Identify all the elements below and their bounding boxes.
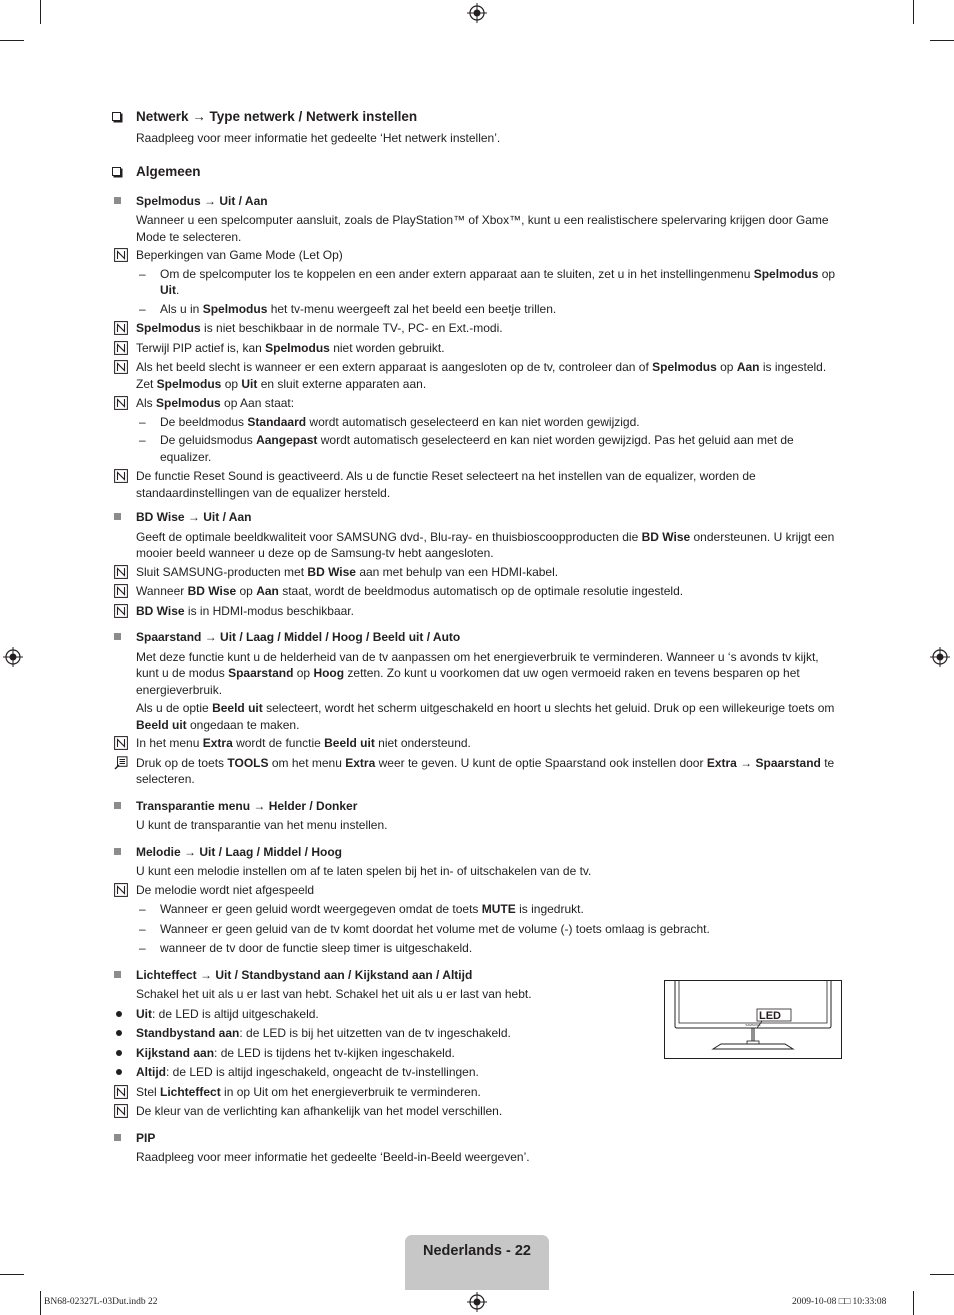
bullet-item: Standbystand aan: de LED is bij het uitzetten van de tv ingeschakeld.: [112, 1025, 844, 1042]
note: BD Wise is in HDMI-modus beschikbaar.: [112, 603, 844, 620]
note: Wanneer BD Wise op Aan staat, wordt de beeldmodus automatisch op de optimale resolutie ingesteld.: [112, 583, 844, 600]
checkbox-bullet-icon: [112, 112, 121, 121]
item-spelmodus: [112, 193, 844, 246]
note-text: De functie Reset Sound is geactiveerd. Als u de functie Reset selecteert na het instellen van de equalizer, worden de standaardinstellingen van de equalizer hersteld.: [136, 469, 756, 500]
note-icon: [114, 396, 128, 410]
crop-mark: [0, 1274, 24, 1275]
note-icon: [114, 883, 128, 897]
date-info: 2009-10-08 □□ 10:33:08: [792, 1297, 887, 1307]
paragraph: Raadpleeg voor meer informatie het gedeelte ‘Beeld-in-Beeld weergeven’.: [136, 1150, 530, 1164]
square-bullet-icon: [114, 633, 121, 640]
note: In het menu Extra wordt de functie Beeld uit niet ondersteund.: [112, 735, 844, 752]
paragraph: Geeft de optimale beeldkwaliteit voor SAMSUNG dvd-, Blu-ray- en thuisbioscoopproducten die BD Wise ondersteunen. U krijgt een mooier beeld wanneer u deze op de Samsung-tv hebt aangesloten.: [136, 529, 835, 560]
registration-mark-icon: [930, 647, 950, 667]
note-text: Beperkingen van Game Mode (Let Op): [136, 248, 343, 262]
tools-note: Druk op de toets TOOLS om het menu Extra weer te geven. U kunt de optie Spaarstand ook instellen door Extra → Spaarstand te selecteren.: [112, 755, 844, 788]
square-bullet-icon: [114, 197, 121, 204]
note: Terwijl PIP actief is, kan Spelmodus niet worden gebruikt.: [112, 340, 844, 357]
item-title: BD Wise → Uit / Aan: [136, 510, 252, 524]
note-icon: [114, 584, 128, 598]
checkbox-bullet-icon: [112, 167, 121, 176]
note-icon: [114, 469, 128, 483]
note-icon: [114, 736, 128, 750]
note: [112, 247, 844, 264]
note-icon: [114, 565, 128, 579]
crop-mark: [40, 1291, 41, 1315]
item-title: Melodie → Uit / Laag / Middel / Hoog: [136, 844, 343, 859]
note-icon: [114, 1085, 128, 1099]
section-netwerk-text: Raadpleeg voor meer informatie het gedeelte ‘Het netwerk instellen’.: [136, 131, 501, 145]
note-icon: [114, 604, 128, 618]
square-bullet-icon: [114, 802, 121, 809]
item-title: Spelmodus → Uit / Aan: [136, 193, 268, 208]
paragraph: Als u de optie Beeld uit selecteert, wordt het scherm uitgeschakeld en hoort u slechts het geluid. Druk op een willekeurige toets om Beeld uit ongedaan te maken.: [136, 701, 835, 732]
item-transparantie: [112, 798, 844, 834]
crop-mark: [913, 0, 914, 24]
item-title: Lichteffect → Uit / Standbystand aan / Kijkstand aan / Altijd: [136, 967, 473, 982]
crop-mark: [930, 1274, 954, 1275]
note-text: De melodie wordt niet afgespeeld: [136, 882, 315, 897]
square-bullet-icon: [114, 513, 121, 520]
square-bullet-icon: [114, 848, 121, 855]
bullet-item: Kijkstand aan: de LED is tijdens het tv-kijken ingeschakeld.: [112, 1045, 844, 1062]
item-bd-wise: [112, 509, 844, 562]
item-title: Transparantie menu → Helder / Donker: [136, 798, 358, 813]
note: [112, 1103, 844, 1120]
note-icon: [114, 341, 128, 355]
registration-mark-icon: [467, 1292, 487, 1312]
registration-mark-icon: [3, 647, 23, 667]
note-icon: [114, 1104, 128, 1118]
page-number: Nederlands - 22: [423, 1243, 531, 1259]
note-text: De kleur van de verlichting kan afhankelijk van het model verschillen.: [136, 1104, 503, 1118]
note: Stel Lichteffect in op Uit om het energieverbruik te verminderen.: [112, 1084, 844, 1101]
dash-item: – Als u in Spelmodus het tv-menu weergeeft zal het beeld een beetje trillen.: [112, 301, 844, 318]
brand-label: SAMSUNG: [745, 1023, 761, 1027]
bullet-item: Uit: de LED is altijd uitgeschakeld.: [112, 1006, 844, 1023]
note: Als het beeld slecht is wanneer er een extern apparaat is aangesloten op de tv, controleer dan of Spelmodus op Aan is ingesteld. Zet Spelmodus op Uit en sluit externe apparaten aan.: [112, 359, 844, 392]
tools-icon: [114, 756, 128, 770]
note: [112, 882, 844, 899]
crop-mark: [913, 1291, 914, 1315]
led-label: LED: [759, 1010, 781, 1022]
note: Als Spelmodus op Aan staat:: [112, 395, 844, 412]
note-icon: [114, 321, 128, 335]
paragraph: U kunt de transparantie van het menu instellen.: [136, 818, 388, 832]
item-title: Spaarstand → Uit / Laag / Middel / Hoog / Beeld uit / Auto: [136, 630, 461, 644]
dash-item: – wanneer de tv door de functie sleep timer is uitgeschakeld.: [112, 940, 844, 957]
dash-item: – De geluidsmodus Aangepast wordt automatisch geselecteerd en kan niet worden gewijzigd. Pas het geluid aan met de equalizer.: [112, 432, 844, 465]
section-netwerk-title: Netwerk → Type netwerk / Netwerk instellen: [112, 108, 844, 126]
item-melodie: [112, 844, 844, 880]
dash-item: – Wanneer er geen geluid van de tv komt doordat het volume met de volume (-) toets omlaag is gebracht.: [112, 921, 844, 938]
crop-mark: [0, 40, 24, 41]
note: [112, 468, 844, 501]
item-title: PIP: [136, 1130, 156, 1145]
tv-drawing: [665, 981, 841, 1058]
item-spaarstand: [112, 629, 844, 733]
square-bullet-icon: [114, 1134, 121, 1141]
note: Spelmodus is niet beschikbaar in de normale TV-, PC- en Ext.-modi.: [112, 320, 844, 337]
dash-item: – Wanneer er geen geluid wordt weergegeven omdat de toets MUTE is ingedrukt.: [112, 901, 844, 918]
section-algemeen-title: Algemeen: [112, 163, 844, 181]
tv-led-illustration: [664, 980, 842, 1059]
item-pip: [112, 1130, 844, 1166]
square-bullet-icon: [114, 971, 121, 978]
crop-mark: [40, 0, 41, 24]
note-icon: [114, 248, 128, 262]
note: Sluit SAMSUNG-producten met BD Wise aan met behulp van een HDMI-kabel.: [112, 564, 844, 581]
bullet-item: Altijd: de LED is altijd ingeschakeld, ongeacht de tv-instellingen.: [112, 1064, 844, 1081]
crop-mark: [930, 40, 954, 41]
paragraph: U kunt een melodie instellen om af te laten spelen bij het in- of uitschakelen van de tv.: [136, 864, 592, 878]
paragraph: Wanneer u een spelcomputer aansluit, zoals de PlayStation™ of Xbox™, kunt u een realistischere spelervaring krijgen door Game Mode te selecteren.: [136, 213, 829, 244]
paragraph: Met deze functie kunt u de helderheid van de tv aanpassen om het energieverbruik te verminderen. Wanneer u ‘s avonds tv kijkt, kunt u de modus Spaarstand op Hoog zetten. Zo kunt u voorkomen dat uw ogen vermoeid raken en tevens besparen op het energieverbruik.: [136, 649, 819, 697]
file-info: BN68-02327L-03Dut.indb 22: [44, 1297, 158, 1307]
dash-item: – De beeldmodus Standaard wordt automatisch geselecteerd en kan niet worden gewijzigd.: [112, 414, 844, 431]
paragraph: Schakel het uit als u er last van hebt. Schakel het uit als u er last van hebt.: [136, 987, 532, 1001]
registration-mark-icon: [467, 3, 487, 23]
dash-item: – Om de spelcomputer los te koppelen en een ander extern apparaat aan te sluiten, zet u in het instellingenmenu Spelmodus op Uit.: [112, 266, 844, 299]
note-icon: [114, 360, 128, 374]
